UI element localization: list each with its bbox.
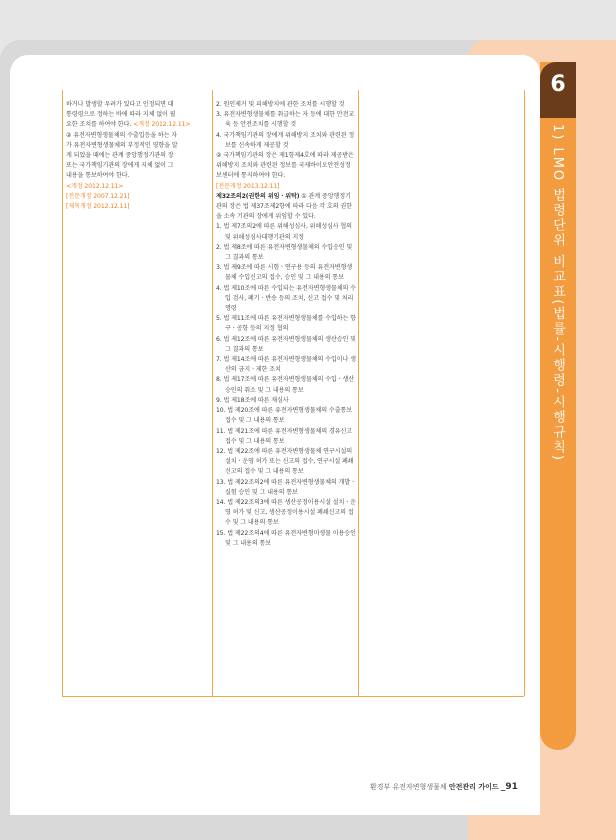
list-item: 10. 법 제20조에 따른 유전자변형생물체의 수출통보 접수 및 그 내용의 통보 [216, 407, 353, 425]
list-item: 12. 법 제22조에 따른 유전자변형생물체 연구시설의 설치ㆍ운영 허가 또는 신고의 접수, 연구시설 폐쇄신고의 접수 및 그 내용의 통보 [216, 447, 354, 476]
list-item: 8. 법 제17조에 따른 유전자변형생물체의 수입ㆍ생산승인의 취소 및 그 내용의 통보 [216, 376, 355, 394]
text-line: 또는 국가책임기관의 장에게 지체 없이 그 [66, 162, 174, 170]
column-border-2 [358, 90, 359, 696]
list-item: 4. 법 제10조에 따른 수입되는 유전자변형생물체의 수입 검사, 폐기ㆍ반송 등의 조치, 신고 접수 및 처리명령 [216, 284, 356, 313]
amendment-note: [전문개정 2013.12.11] [216, 182, 280, 190]
page-number: _91 [500, 782, 518, 792]
amendment-note: <개정 2012.12.11> [66, 182, 124, 190]
column-border-right [524, 90, 525, 696]
law-column [66, 100, 206, 212]
article-title: 제32조의2(권한의 위임ㆍ위탁) [216, 192, 300, 200]
chapter-title: 1) LMO 법령단위 비교표(법률-시행령-시행규칙) [550, 124, 565, 462]
page-footer [370, 782, 518, 792]
text-line: 가 유전자변형생물체의 부정적인 영향을 알 [66, 141, 178, 149]
chapter-number: 6 [550, 72, 566, 97]
footer-prefix: 환경부 유전자변형생물체 [370, 783, 449, 791]
column-border-left [62, 90, 63, 696]
text-line: 하거나 발생할 우려가 있다고 인정되면 대 [66, 101, 174, 108]
list-item: 4. 국가책임기관의 장에게 위해방지 조치와 관련된 정보를 신속하게 제공할 것 [216, 131, 355, 149]
text-line: 요한 조치를 하여야 한다. <개정 2012.12.11> [66, 121, 191, 129]
table-bottom-border [62, 696, 524, 697]
text-line: 내용을 통보하여야 한다. [66, 172, 130, 180]
article: 제32조의2(권한의 위임ㆍ위탁) ① 관계 중앙행정기관의 장은 법 제37조제2항에 따라 다음 각 호의 권한을 소속 기관의 장에게 위임할 수 있다. [216, 192, 352, 221]
list-item: 3. 유전자변형생물체를 취급하는 자 등에 대한 안전교육 등 안전조치를 시행할 것 [216, 111, 355, 129]
list-item: 13. 법 제22조의2에 따른 유전자변형생물체의 개발ㆍ실험 승인 및 그 내용의 통보 [216, 478, 356, 496]
column-border-1 [212, 90, 213, 696]
text-line: 게 되었을 때에는 관계 중앙행정기관의 장 [66, 152, 174, 160]
list-item: 7. 법 제14조에 따른 유전자변형생물체의 수입이나 생산의 금지ㆍ제한 조치 [216, 356, 356, 374]
list-item: 6. 법 제12조에 따른 유전자변형생물체의 생산승인 및 그 결과의 통보 [216, 335, 356, 353]
list-item: 5. 법 제11조에 따른 유전자변형생물체를 수입하는 항구ㆍ공항 등의 지정 협의 [216, 315, 356, 333]
list-item: 1. 법 제7조의2에 따른 위해성심사, 위해성심사 협의 및 위해성심사대행기관의 지정 [216, 223, 352, 241]
footer-guide: 안전관리 가이드 [448, 783, 499, 791]
text-line: 통령령으로 정하는 바에 따라 지체 없이 필 [66, 111, 176, 119]
list-item: 9. 법 제18조에 따른 재심사 [216, 396, 289, 404]
amendment-note: [전문개정 2007.12.21] [66, 192, 130, 200]
list-item: 2. 원인제거 및 피해방지에 관한 조치를 시행할 것 [216, 101, 345, 108]
list-item: 14. 법 제22조의3에 따른 생산공정이용시설 설치ㆍ운영 허가 및 신고, 생산공정이용시설 폐쇄신고의 접수 및 그 내용의 통보 [216, 498, 356, 527]
text-line: ② 유전자변형생물체의 수출입등을 하는 자 [66, 131, 178, 139]
list-item: 15. 법 제22조의4에 따른 유전자변형미생물 이용승인 및 그 내용의 통보 [216, 529, 356, 547]
amendment-note: <개정 2012.12.11> [133, 121, 191, 129]
list-item: 11. 법 제21조에 따른 유전자변형생물체의 경유신고 접수 및 그 내용의 통보 [216, 427, 353, 445]
list-item: 3. 법 제9조에 따른 시험ㆍ연구용 등의 유전자변형생물체 수입신고의 접수, 승인 및 그 내용의 통보 [216, 264, 353, 282]
paragraph: ② 국가책임기관의 장은 제1항제4호에 따라 제공받은 위해방지 조치와 관련된 정보를 국제바이오안전성정보센터에 통지하여야 한다. [216, 152, 354, 180]
list-item: 2. 법 제8조에 따른 유전자변형생물체의 수입승인 및 그 결과의 통보 [216, 243, 353, 262]
decree-column [216, 100, 356, 549]
amendment-note: [제목개정 2012.12.11] [66, 203, 130, 211]
